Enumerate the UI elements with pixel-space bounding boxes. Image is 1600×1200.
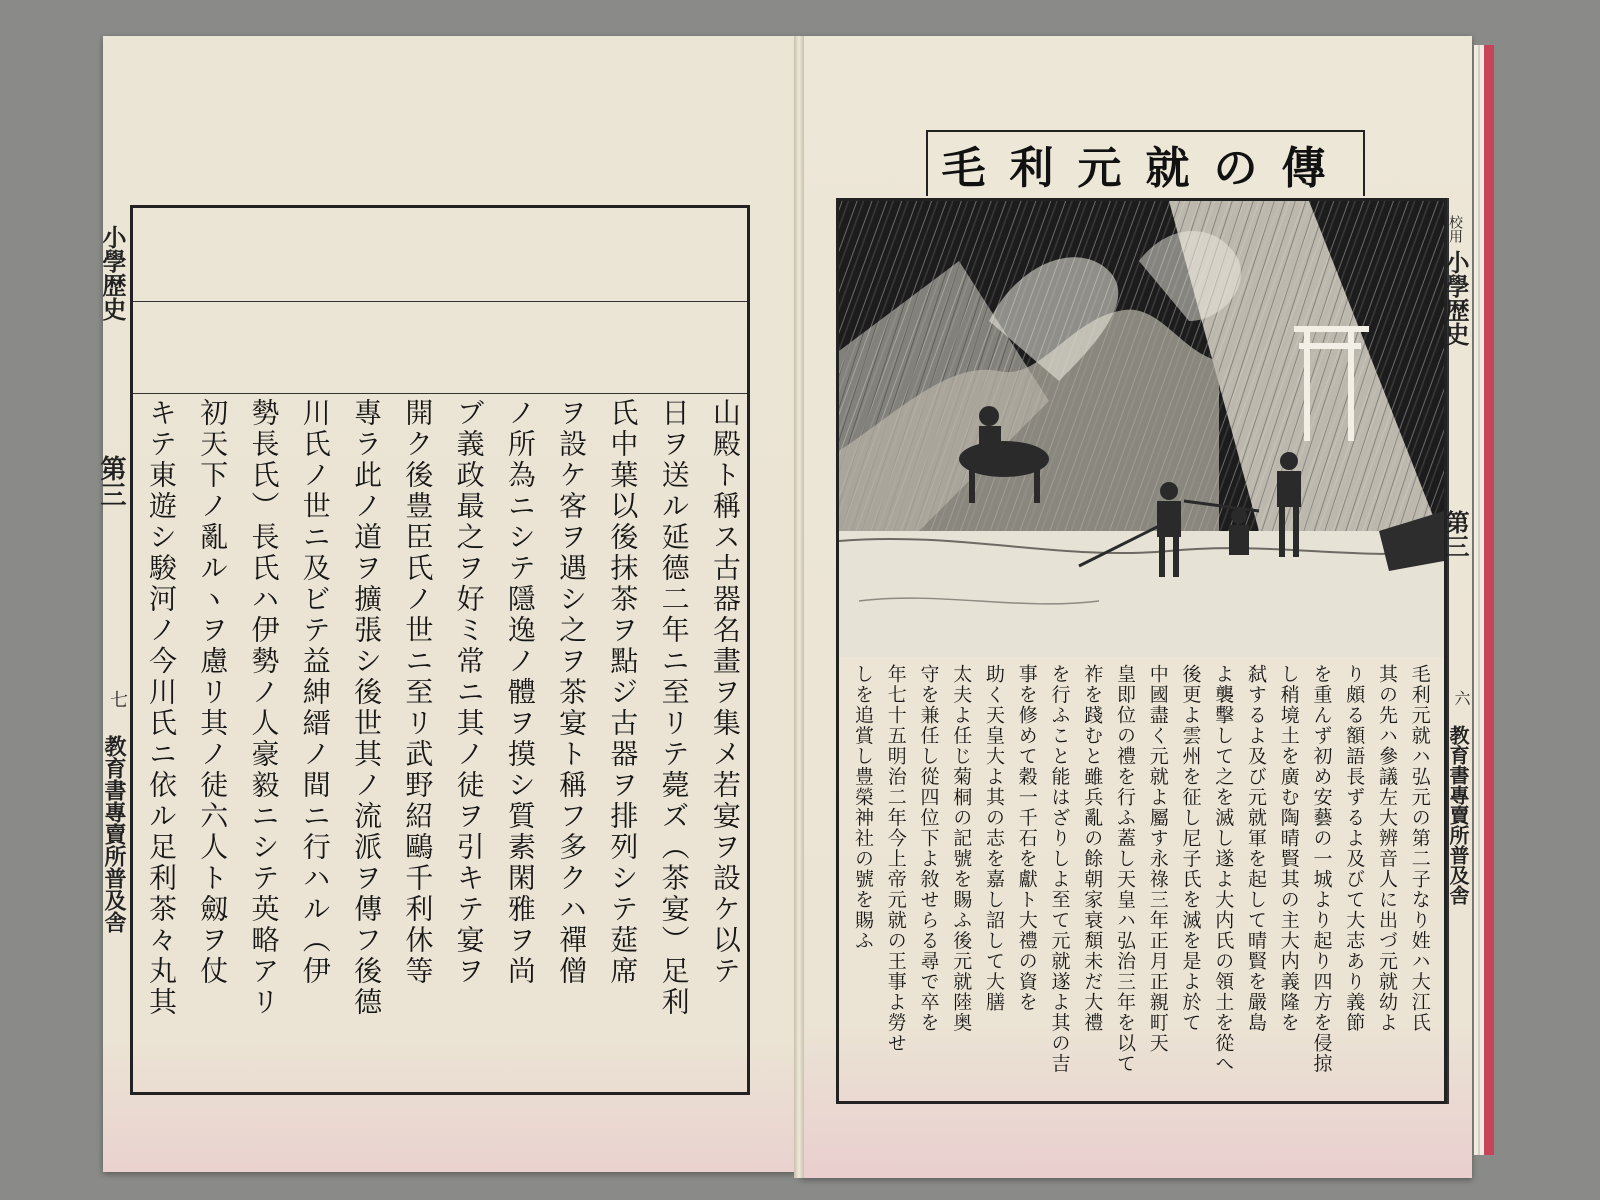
text-column: を行ふこと能はざりしよ至て元就遂よ其の吉 (1048, 664, 1071, 1074)
right-page-number: 六 (1452, 690, 1471, 706)
text-column: 日ヲ送ル延德二年ニ至リテ薨ズ（茶宴）足利 (657, 398, 691, 1018)
left-margin-title: 小學歴史 (98, 225, 127, 321)
header-rule-top (133, 301, 747, 302)
text-column: 勢長氏）長氏ハ伊勢ノ人豪毅ニシテ英略アリ (247, 398, 281, 1018)
book-spine (794, 36, 804, 1178)
text-column: 氏中葉以後抹茶ヲ點ジ古器ヲ排列シテ莚席 (606, 398, 640, 987)
text-column: 山殿ト稱ス古器名畫ヲ集メ若宴ヲ設ケ以テ (708, 398, 742, 987)
text-column: ブ義政最之ヲ好ミ常ニ其ノ徒ヲ引キテ宴ヲ (452, 398, 486, 987)
right-margin-school: 校用 (1447, 215, 1463, 243)
left-text-frame (130, 205, 750, 1095)
text-column: 中國盡く元就よ屬す永祿三年正月正親町天 (1146, 664, 1169, 1054)
header-rule-bottom (133, 393, 747, 394)
text-column: 初天下ノ亂ルヽヲ慮リ其ノ徒六人ト劔ヲ仗 (196, 398, 230, 987)
text-column: ノ所為ニシテ隱逸ノ體ヲ摸シ質素閑雅ヲ尚 (503, 398, 537, 987)
text-column: 後更よ雲州を征し尼子氏を滅を是よ於て (1179, 664, 1202, 1033)
text-column: り頗る額語長ずるよ及びて大志あり義節 (1343, 664, 1366, 1033)
left-margin-column (96, 205, 133, 1095)
text-column: し稍境土を廣む陶晴賢其の主大内義隆を (1277, 664, 1300, 1033)
text-column: 事を修めて穀一千石を獻ト大禮の資を (1015, 664, 1038, 1013)
left-margin-publisher: 教育書專賣所普及舎 (101, 735, 127, 933)
text-column: 皇即位の禮を行ふ蓋し天皇ハ弘治三年を以て (1114, 664, 1136, 1074)
right-margin-title: 小學歴史 (1441, 250, 1470, 346)
text-column: キテ東遊シ駿河ノ今川氏ニ依ル足利茶々丸其 (145, 398, 178, 1018)
left-margin-chapter: 第三 (96, 455, 126, 507)
text-column: を重んず初め安藝の一城より起り四方を侵掠 (1310, 664, 1333, 1074)
text-column: 專ラ此ノ道ヲ擴張シ後世其ノ流派ヲ傳フ後德 (350, 398, 384, 1018)
text-column: よ襲擊して之を滅し遂よ大内氏の領土を從へ (1212, 664, 1235, 1074)
page-edges (1474, 45, 1494, 1155)
text-column: 弑するよ及び元就軍を起して晴賢を嚴島 (1245, 664, 1267, 1033)
text-column: 毛利元就ハ弘元の第二子なり姓ハ大江氏 (1408, 664, 1431, 1033)
text-column: 開ク後豊臣氏ノ世ニ至リ武野紹鷗千利休等 (401, 398, 435, 987)
text-column: 祚を踐むと雖兵亂の餘朝家衰頽未だ大禮 (1081, 664, 1104, 1033)
right-frame (836, 198, 1447, 1104)
battle-illustration (839, 201, 1444, 657)
text-column: 川氏ノ世ニ及ビテ益紳縉ノ間ニ行ハル（伊 (298, 398, 332, 987)
left-page-number: 七 (107, 690, 128, 708)
text-column: 助く天皇大よ其の志を嘉し詔して大膳 (983, 664, 1005, 1013)
right-text-body (853, 664, 1429, 1096)
text-column: 其の先ハ參議左大辨音人に出づ元就幼よ (1376, 664, 1398, 1033)
text-column: しを追賞し豊榮神社の號を賜ふ (852, 664, 874, 951)
illustration-title-box (926, 130, 1365, 196)
left-text-body (145, 398, 742, 1088)
text-column: 太夫よ任じ菊桐の記號を賜ふ後元就陸奥 (950, 664, 973, 1033)
right-margin-chapter: 第三 (1441, 510, 1470, 558)
right-margin-publisher: 教育書專賣所普及舎 (1446, 725, 1470, 905)
text-column: 年七十五明治二年今上帝元就の王事よ勞せ (884, 664, 907, 1054)
illustration-title: 毛利元就の傳 (941, 143, 1350, 194)
text-column: 守を兼任し從四位下よ敘せらる尋で卒を (917, 664, 940, 1033)
text-column: ヲ設ケ客ヲ遇シ之ヲ茶宴ト稱フ多クハ禪僧 (555, 398, 589, 987)
